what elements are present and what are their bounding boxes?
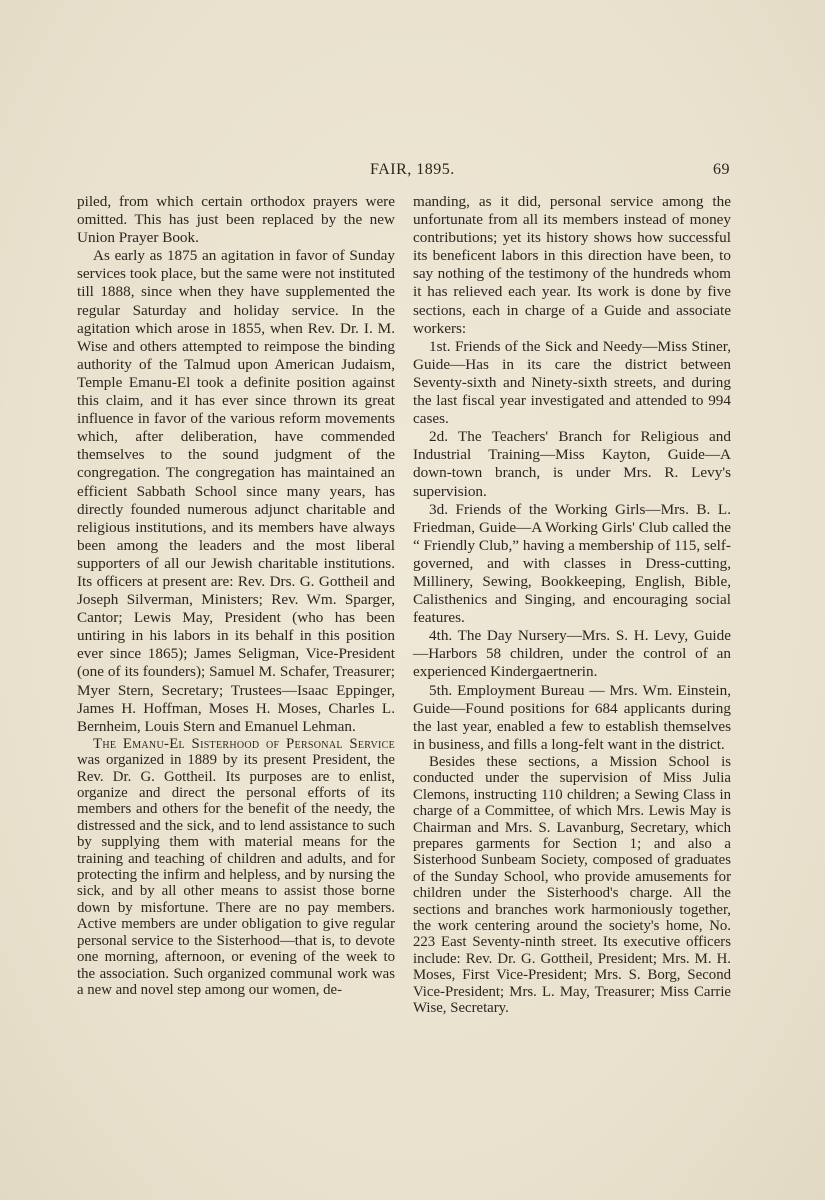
right-paragraph-4: 3d. Friends of the Working Girls—Mrs. B. L. Friedman, Guide—A Working Girls' Club called the “ Friendly Club,” having a membership of 115, self-governed, and with classes in Dress-cutting, Millinery, Sewing, Bookkeeping, English, Bible, Calisthenics and Singing, and encouraging social features.: [413, 500, 731, 627]
left-paragraph-3: [77, 736, 395, 999]
right-paragraph-2: 1st. Friends of the Sick and Needy—Miss Stiner, Guide—Has in its care the district between Seventy-sixth and Ninety-sixth streets, and during the last fiscal year investigated and attended to 994 cases.: [413, 337, 731, 428]
running-head-title: FAIR, 1895.: [370, 161, 455, 178]
left-paragraph-1: piled, from which certain orthodox prayers were omitted. This has just been replaced by the new Union Prayer Book.: [77, 193, 395, 247]
right-paragraph-3: 2d. The Teachers' Branch for Religious and Industrial Training—Miss Kayton, Guide—A down-town branch, is under Mrs. R. Levy's supervision.: [413, 428, 731, 500]
right-column: [413, 193, 731, 1016]
right-paragraph-6: 5th. Employment Bureau — Mrs. Wm. Einstein, Guide—Found positions for 684 applicants during the last year, enabled a few to establish themselves in business, and fills a long-felt want in the district.: [413, 681, 731, 753]
sisterhood-heading: The Emanu-El Sisterhood of Personal Service: [93, 735, 395, 752]
page-number: 69: [713, 161, 730, 178]
left-column: [77, 193, 395, 998]
right-paragraph-5: 4th. The Day Nursery—Mrs. S. H. Levy, Guide—Harbors 58 children, under the control of an experienced Kindergaertnerin.: [413, 627, 731, 681]
left-paragraph-2: As early as 1875 an agitation in favor of Sunday services took place, but the same were not instituted till 1888, since when they have supplemented the regular Saturday and holiday service. In the agitation which arose in 1855, when Rev. Dr. I. M. Wise and others attempted to reimpose the binding authority of the Talmud upon American Judaism, Temple Emanu-El took a definite position against this claim, and it has ever since thrown its great influence in favor of the various reform movements which, after deliberation, have commended themselves to the sound judgment of the congregation. The congregation has maintained an efficient Sabbath School since many years, has directly founded numerous adjunct charitable and religious institutions, and its members have always been among the leaders and the most liberal supporters of all our Jewish charitable institutions. Its officers at present are: Rev. Drs. G. Gottheil and Joseph Silverman, Ministers; Rev. Wm. Sparger, Cantor; Lewis May, President (who has been untiring in his labors in its behalf in this position ever since 1865); James Seligman, Vice-President (one of its founders); Samuel M. Schafer, Treasurer; Myer Stern, Secretary; Trustees—Isaac Eppinger, James H. Hoffman, Moses H. Moses, Charles L. Bernheim, Louis Stern and Emanuel Lehman.: [77, 247, 395, 735]
running-head: [0, 161, 825, 183]
right-paragraph-1: manding, as it did, personal service among the unfortunate from all its members instead of money contributions; yet its history shows how successful its beneficent labors in this direction have been, to say nothing of the testimony of the hundreds whom it has relieved each year. Its work is done by five sections, each in charge of a Guide and associate workers:: [413, 193, 731, 337]
sisterhood-body: was organized in 1889 by its present President, the Rev. Dr. G. Gottheil. Its purposes are to enlist, organize and direct the personal efforts of its members and others for the benefit of the needy, the distressed and the sick, and to lend assistance to such by supplying them with material means for the training and teaching of children and adults, and for protecting the infirm and helpless, and by nursing the sick, and by all other means to assist those borne down by misfortune. There are no pay members. Active members are under obligation to give regular personal service to the Sisterhood—that is, to devote one morning, afternoon, or evening of the week to the association. Such organized communal work was a new and novel step among our women, de-: [77, 752, 395, 998]
right-paragraph-7: Besides these sections, a Mission School is conducted under the supervision of Miss Julia Clemons, instructing 110 children; a Sewing Class in charge of a Committee, of which Mrs. Lewis May is Chairman and Mrs. S. Lavanburg, Secretary, which prepares garments for Section 1; and also a Sisterhood Sunbeam Society, composed of graduates of the Sunday School, who provide amusements for children under the Sisterhood's charge. All the sections and branches work harmoniously together, the work centering around the society's home, No. 223 East Seventy-ninth street. Its executive officers include: Rev. Dr. G. Gottheil, President; Mrs. M. H. Moses, First Vice-President; Mrs. S. Borg, Second Vice-President; Mrs. L. May, Treasurer; Miss Carrie Wise, Secretary.: [413, 753, 731, 1016]
